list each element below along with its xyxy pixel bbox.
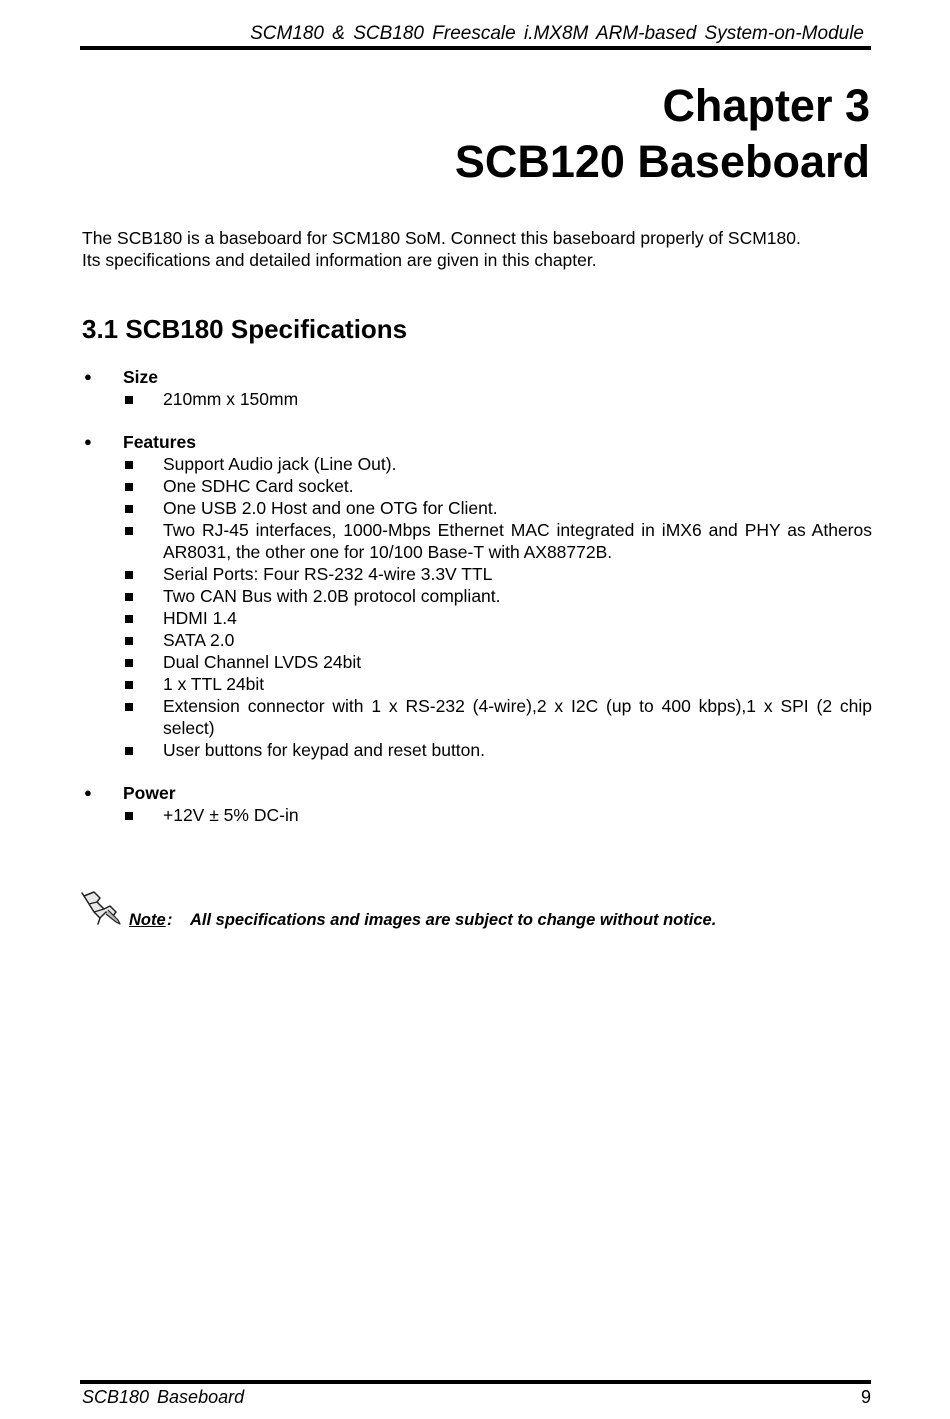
square-bullet-icon — [125, 505, 133, 513]
note-label: Note — [129, 911, 166, 929]
list-item — [82, 804, 872, 826]
intro-line-1: The SCB180 is a baseboard for SCM180 SoM. Connect this baseboard properly of SCM180. — [82, 228, 801, 248]
list-item-text: SATA 2.0 — [163, 630, 235, 650]
square-bullet-icon — [125, 527, 133, 535]
list-item-text: 210mm x 150mm — [163, 389, 299, 409]
spec-group-title: Power — [123, 783, 176, 803]
list-item — [82, 651, 872, 673]
list-item-text: +12V ± 5% DC-in — [163, 805, 299, 825]
chapter-name: SCB120 Baseboard — [454, 136, 870, 187]
running-header: SCM180 & SCB180 Freescale i.MX8M ARM-based System-on-Module — [250, 23, 864, 44]
list-item-text: Support Audio jack (Line Out). — [163, 454, 397, 474]
list-item-text: Two CAN Bus with 2.0B protocol compliant. — [163, 586, 501, 606]
round-bullet-icon: ● — [84, 369, 92, 384]
chapter-number: Chapter 3 — [662, 80, 870, 131]
list-item — [82, 475, 872, 497]
list-item — [82, 629, 872, 651]
chapter-title — [80, 78, 870, 190]
footer-title: SCB180 Baseboard — [82, 1387, 245, 1407]
list-item-text: 1 x TTL 24bit — [163, 674, 265, 694]
square-bullet-icon — [125, 571, 133, 579]
header-rule — [80, 46, 871, 50]
spec-group — [82, 366, 872, 410]
list-item — [82, 519, 872, 563]
list-item-text: One SDHC Card socket. — [163, 476, 354, 496]
note-block — [80, 890, 870, 936]
note-text: All specifications and images are subject to change without notice. — [190, 911, 717, 929]
square-bullet-icon — [125, 812, 133, 820]
round-bullet-icon: ● — [84, 785, 92, 800]
square-bullet-icon — [125, 615, 133, 623]
list-item — [82, 695, 872, 739]
spec-list — [82, 366, 872, 847]
spec-group-title: Features — [123, 432, 196, 452]
round-bullet-icon: ● — [84, 434, 92, 449]
page-number: 9 — [860, 1387, 871, 1407]
square-bullet-icon — [125, 659, 133, 667]
intro-paragraph — [82, 227, 872, 271]
spec-group — [82, 782, 872, 826]
square-bullet-icon — [125, 461, 133, 469]
square-bullet-icon — [125, 483, 133, 491]
pushpin-note-icon — [80, 890, 122, 926]
list-item — [82, 388, 872, 410]
list-item — [82, 497, 872, 519]
square-bullet-icon — [125, 681, 133, 689]
list-item — [82, 607, 872, 629]
list-item-text: Serial Ports: Four RS-232 4-wire 3.3V TTL — [163, 564, 493, 584]
list-item — [82, 563, 872, 585]
intro-line-2: Its specifications and detailed information are given in this chapter. — [82, 250, 597, 270]
note-colon: : — [167, 911, 173, 929]
section-heading: 3.1 SCB180 Specifications — [82, 314, 408, 344]
list-item — [82, 739, 872, 761]
spec-group — [82, 431, 872, 761]
list-item-text: User buttons for keypad and reset button. — [163, 740, 485, 760]
list-item-text: Two RJ-45 interfaces, 1000-Mbps Ethernet MAC integrated in iMX6 and PHY as Atheros AR8031, the other one for 10/100 Base-T with AX88772B. — [163, 520, 872, 562]
spec-sub-list — [82, 388, 872, 410]
list-item-text: Dual Channel LVDS 24bit — [163, 652, 362, 672]
square-bullet-icon — [125, 637, 133, 645]
footer-rule — [80, 1380, 871, 1384]
square-bullet-icon — [125, 396, 133, 404]
list-item-text: Extension connector with 1 x RS-232 (4-wire),2 x I2C (up to 400 kbps),1 x SPI (2 chip select) — [163, 696, 872, 738]
list-item — [82, 585, 872, 607]
spec-sub-list — [82, 453, 872, 761]
list-item-text: HDMI 1.4 — [163, 608, 237, 628]
list-item — [82, 453, 872, 475]
list-item — [82, 673, 872, 695]
square-bullet-icon — [125, 747, 133, 755]
square-bullet-icon — [125, 593, 133, 601]
spec-sub-list — [82, 804, 872, 826]
square-bullet-icon — [125, 703, 133, 711]
list-item-text: One USB 2.0 Host and one OTG for Client. — [163, 498, 498, 518]
spec-group-title: Size — [123, 367, 159, 387]
